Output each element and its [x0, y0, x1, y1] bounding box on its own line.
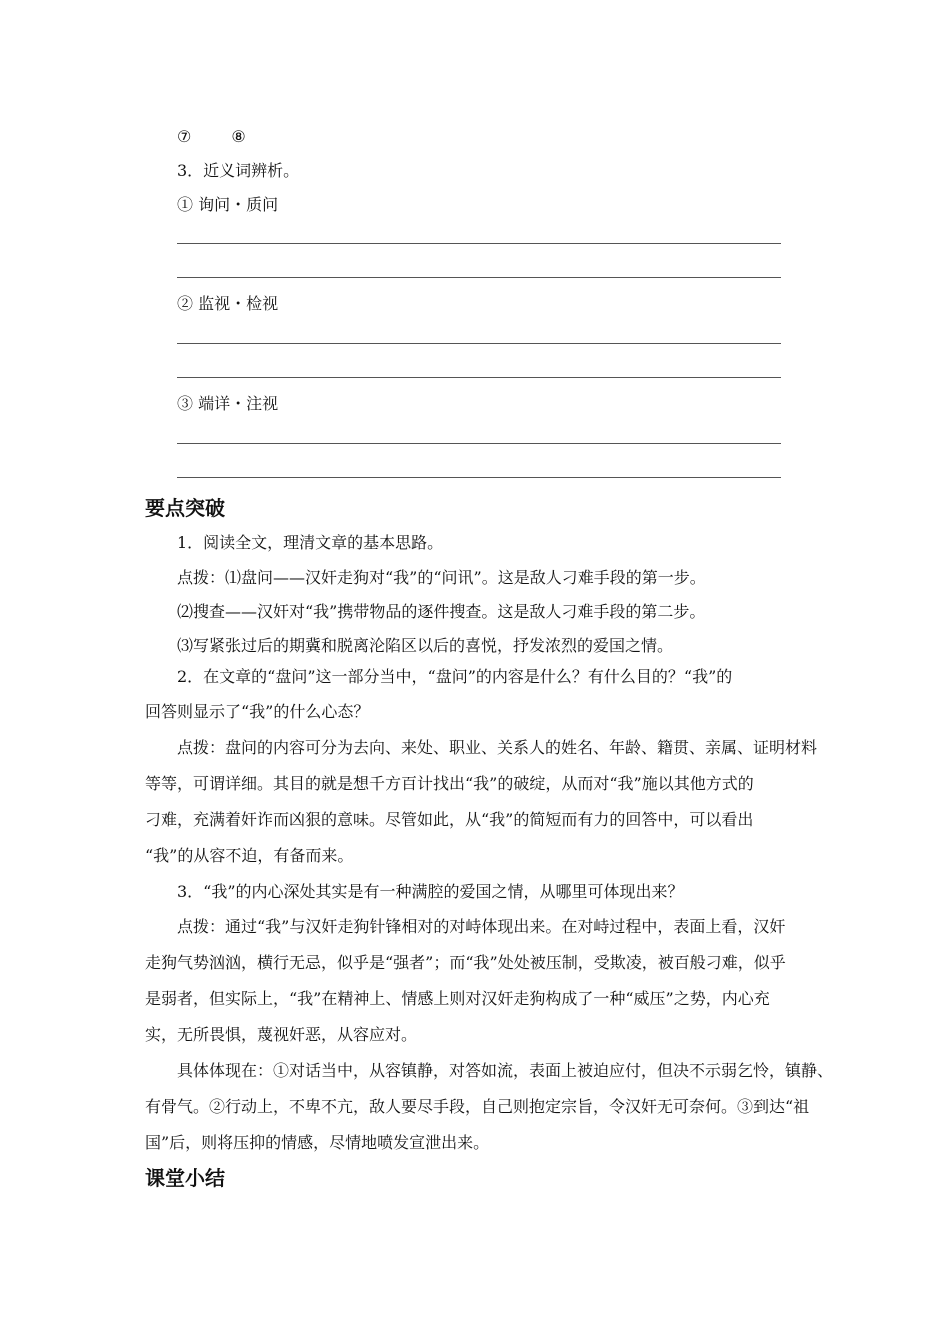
- detail-line-2: 有骨气。②行动上，不卑不亢，敌人要尽手段，自己则抱定宗旨，令汉奸无可奈何。③到达“祖: [145, 1097, 810, 1116]
- question-3-synonyms: 3．近义词辨析。: [177, 161, 300, 180]
- section-heading-summary: 课堂小结: [145, 1166, 225, 1190]
- synonym-pair-3: ③ 端详・注视: [177, 394, 279, 413]
- blank-numbers-row: [177, 127, 246, 147]
- detail-line-1: 具体体现在：①对话当中，从容镇静，对答如流，表面上被迫应付，但决不示弱乞怜，镇静、: [177, 1061, 834, 1080]
- answer-line: [177, 377, 781, 378]
- item-7-marker: ⑦: [177, 127, 192, 146]
- synonym-pair-2: ② 监视・检视: [177, 294, 279, 313]
- question-3: 3．“我”的内心深处其实是有一种满腔的爱国之情，从哪里可体现出来？: [177, 882, 684, 901]
- synonym-pair-1: ① 询问・质问: [177, 195, 279, 214]
- hint-1-line-3: ⑶写紧张过后的期冀和脱离沦陷区以后的喜悦，抒发浓烈的爱国之情。: [177, 636, 674, 655]
- item-8-marker: ⑧: [231, 127, 246, 146]
- answer-line: [177, 477, 781, 478]
- hint-2-line-2: 等等，可谓详细。其目的就是想千方百计找出“我”的破绽，从而对“我”施以其他方式的: [145, 774, 754, 793]
- answer-line: [177, 243, 781, 244]
- hint-2-line-4: “我”的从容不迫，有备而来。: [145, 846, 354, 865]
- hint-2-line-1: 点拨：盘问的内容可分为去向、来处、职业、关系人的姓名、年龄、籍贯、亲属、证明材料: [177, 738, 818, 757]
- hint-3-line-4: 实，无所畏惧，蔑视奸恶，从容应对。: [145, 1025, 418, 1044]
- hint-3-line-2: 走狗气势汹汹，横行无忌，似乎是“强者”；而“我”处处被压制，受欺凌，被百般刁难，似乎: [145, 953, 786, 972]
- hint-1-line-2: ⑵搜查——汉奸对“我”携带物品的逐件搜查。这是敌人刁难手段的第二步。: [177, 602, 706, 621]
- section-heading-key-points: 要点突破: [145, 496, 225, 520]
- answer-line: [177, 277, 781, 278]
- detail-line-3: 国”后，则将压抑的情感，尽情地喷发宣泄出来。: [145, 1133, 490, 1152]
- hint-1-line-1: 点拨：⑴盘问——汉奸走狗对“我”的“问讯”。这是敌人刁难手段的第一步。: [177, 568, 706, 587]
- question-2-line-2: 回答则显示了“我”的什么心态？: [145, 702, 370, 721]
- hint-3-line-1: 点拨：通过“我”与汉奸走狗针锋相对的对峙体现出来。在对峙过程中，表面上看，汉奸: [177, 917, 786, 936]
- question-2-line-1: 2．在文章的“盘问”这一部分当中，“盘问”的内容是什么？有什么目的？“我”的: [177, 667, 733, 686]
- hint-3-line-3: 是弱者，但实际上，“我”在精神上、情感上则对汉奸走狗构成了一种“威压”之势，内心充: [145, 989, 770, 1008]
- answer-line: [177, 443, 781, 444]
- answer-line: [177, 343, 781, 344]
- question-1: 1．阅读全文，理清文章的基本思路。: [177, 533, 444, 552]
- hint-2-line-3: 刁难，充满着奸诈而凶狠的意味。尽管如此，从“我”的简短而有力的回答中，可以看出: [145, 810, 754, 829]
